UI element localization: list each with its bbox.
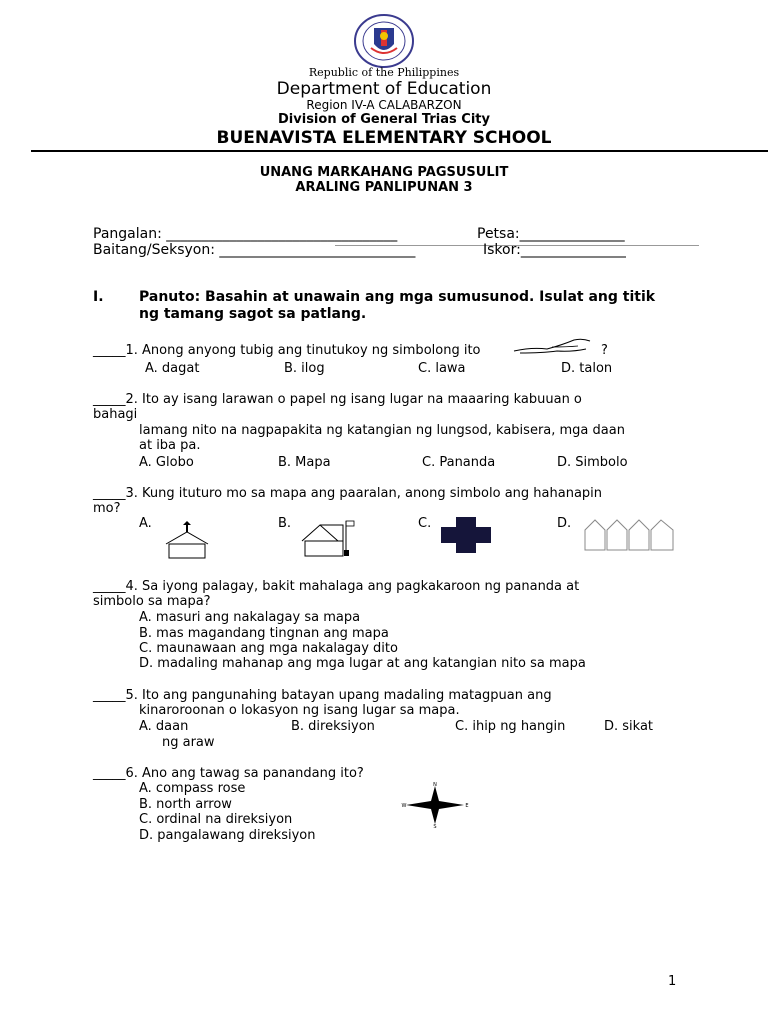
river-symbol-icon: [512, 337, 592, 357]
q4-option-d: D. madaling mahanap ang mga lugar at ang katangian nito sa mapa: [139, 656, 586, 671]
church-symbol-icon: [163, 520, 213, 560]
question-1-end: ?: [601, 343, 608, 358]
q1-option-b: B. ilog: [284, 361, 325, 376]
q3-option-b: B.: [278, 516, 292, 531]
instructions-line1: Panuto: Basahin at unawain ang mga sumusunod. Isulat ang titik: [139, 289, 656, 305]
division-label: Division of General Trias City: [278, 112, 490, 127]
date-field: Petsa:_______________: [477, 226, 625, 242]
q3-option-c: C.: [418, 516, 432, 531]
q6-option-d: D. pangalawang direksiyon: [139, 828, 316, 843]
q5-option-b: B. direksiyon: [291, 719, 375, 734]
question-2-line3: lamang nito na nagpapakita ng katangian ng lungsod, kabisera, mga daan: [139, 423, 625, 438]
exam-subject: ARALING PANLIPUNAN 3: [295, 180, 473, 195]
instructions-line2: ng tamang sagot sa patlang.: [139, 306, 367, 322]
section-number: I.: [93, 289, 104, 305]
question-4-line1: _____4. Sa iyong palagay, bakit mahalaga ang pagkakaroon ng pananda at: [93, 579, 580, 594]
school-name: BUENAVISTA ELEMENTARY SCHOOL: [216, 128, 552, 148]
question-2-line1: _____2. Ito ay isang larawan o papel ng isang lugar na maaaring kabuuan o: [93, 392, 582, 407]
deped-seal-logo: [353, 14, 415, 68]
q1-option-c: C. lawa: [418, 361, 466, 376]
q4-option-b: B. mas magandang tingnan ang mapa: [139, 626, 389, 641]
school-symbol-icon: [300, 519, 358, 559]
compass-south-label: S: [433, 824, 437, 830]
question-1-text: _____1. Anong anyong tubig ang tinutukoy ng simbolong ito: [93, 343, 481, 358]
q3-option-a: A.: [139, 516, 152, 531]
question-6-text: _____6. Ano ang tawag sa panandang ito?: [93, 766, 364, 781]
question-3-line1: _____3. Kung ituturo mo sa mapa ang paaralan, anong simbolo ang hahanapin: [93, 486, 603, 501]
q2-option-c: C. Pananda: [422, 455, 496, 470]
header-divider: [31, 150, 768, 152]
q5-option-d: D. sikat: [604, 719, 654, 734]
q6-option-b: B. north arrow: [139, 797, 232, 812]
q2-option-b: B. Mapa: [278, 455, 331, 470]
q1-option-d: D. talon: [561, 361, 613, 376]
question-5-line1: _____5. Ito ang pangunahing batayan upang madaling matagpuan ang: [93, 688, 552, 703]
q6-option-a: A. compass rose: [139, 781, 246, 796]
q4-option-c: C. maunawaan ang mga nakalagay dito: [139, 641, 398, 656]
question-2-line2: bahagi: [93, 407, 138, 422]
name-field: Pangalan: _________________________________: [93, 226, 398, 242]
q3-option-d: D.: [557, 516, 572, 531]
exam-title: UNANG MARKAHANG PAGSUSULIT: [259, 165, 509, 180]
question-5-line2: kinaroroonan o lokasyon ng isang lugar sa mapa.: [139, 703, 460, 718]
page-number: 1: [668, 974, 677, 989]
score-field: Iskor:_______________: [483, 242, 626, 258]
q5-option-d-continued: ng araw: [162, 735, 215, 750]
question-4-line2: simbolo sa mapa?: [93, 594, 211, 609]
compass-rose-icon: [402, 782, 468, 828]
compass-north-label: N: [433, 782, 437, 788]
q5-option-a: A. daan: [139, 719, 189, 734]
houses-symbol-icon: [584, 518, 676, 552]
section-field: Baitang/Seksyon: ____________________________: [93, 242, 416, 258]
q1-option-a: A. dagat: [145, 361, 200, 376]
region-label: Region IV-A CALABARZON: [306, 98, 462, 112]
q2-option-a: A. Globo: [139, 455, 194, 470]
q4-option-a: A. masuri ang nakalagay sa mapa: [139, 610, 361, 625]
question-2-line4: at iba pa.: [139, 438, 201, 453]
q5-option-c: C. ihip ng hangin: [455, 719, 566, 734]
compass-east-label: E: [465, 803, 469, 809]
question-3-line2: mo?: [93, 501, 121, 516]
department-title: Department of Education: [276, 79, 492, 99]
q6-option-c: C. ordinal na direksiyon: [139, 812, 293, 827]
republic-label: Republic of the Philippines: [308, 66, 460, 79]
hospital-cross-symbol-icon: [440, 516, 492, 554]
compass-west-label: W: [401, 803, 407, 809]
q2-option-d: D. Simbolo: [557, 455, 628, 470]
